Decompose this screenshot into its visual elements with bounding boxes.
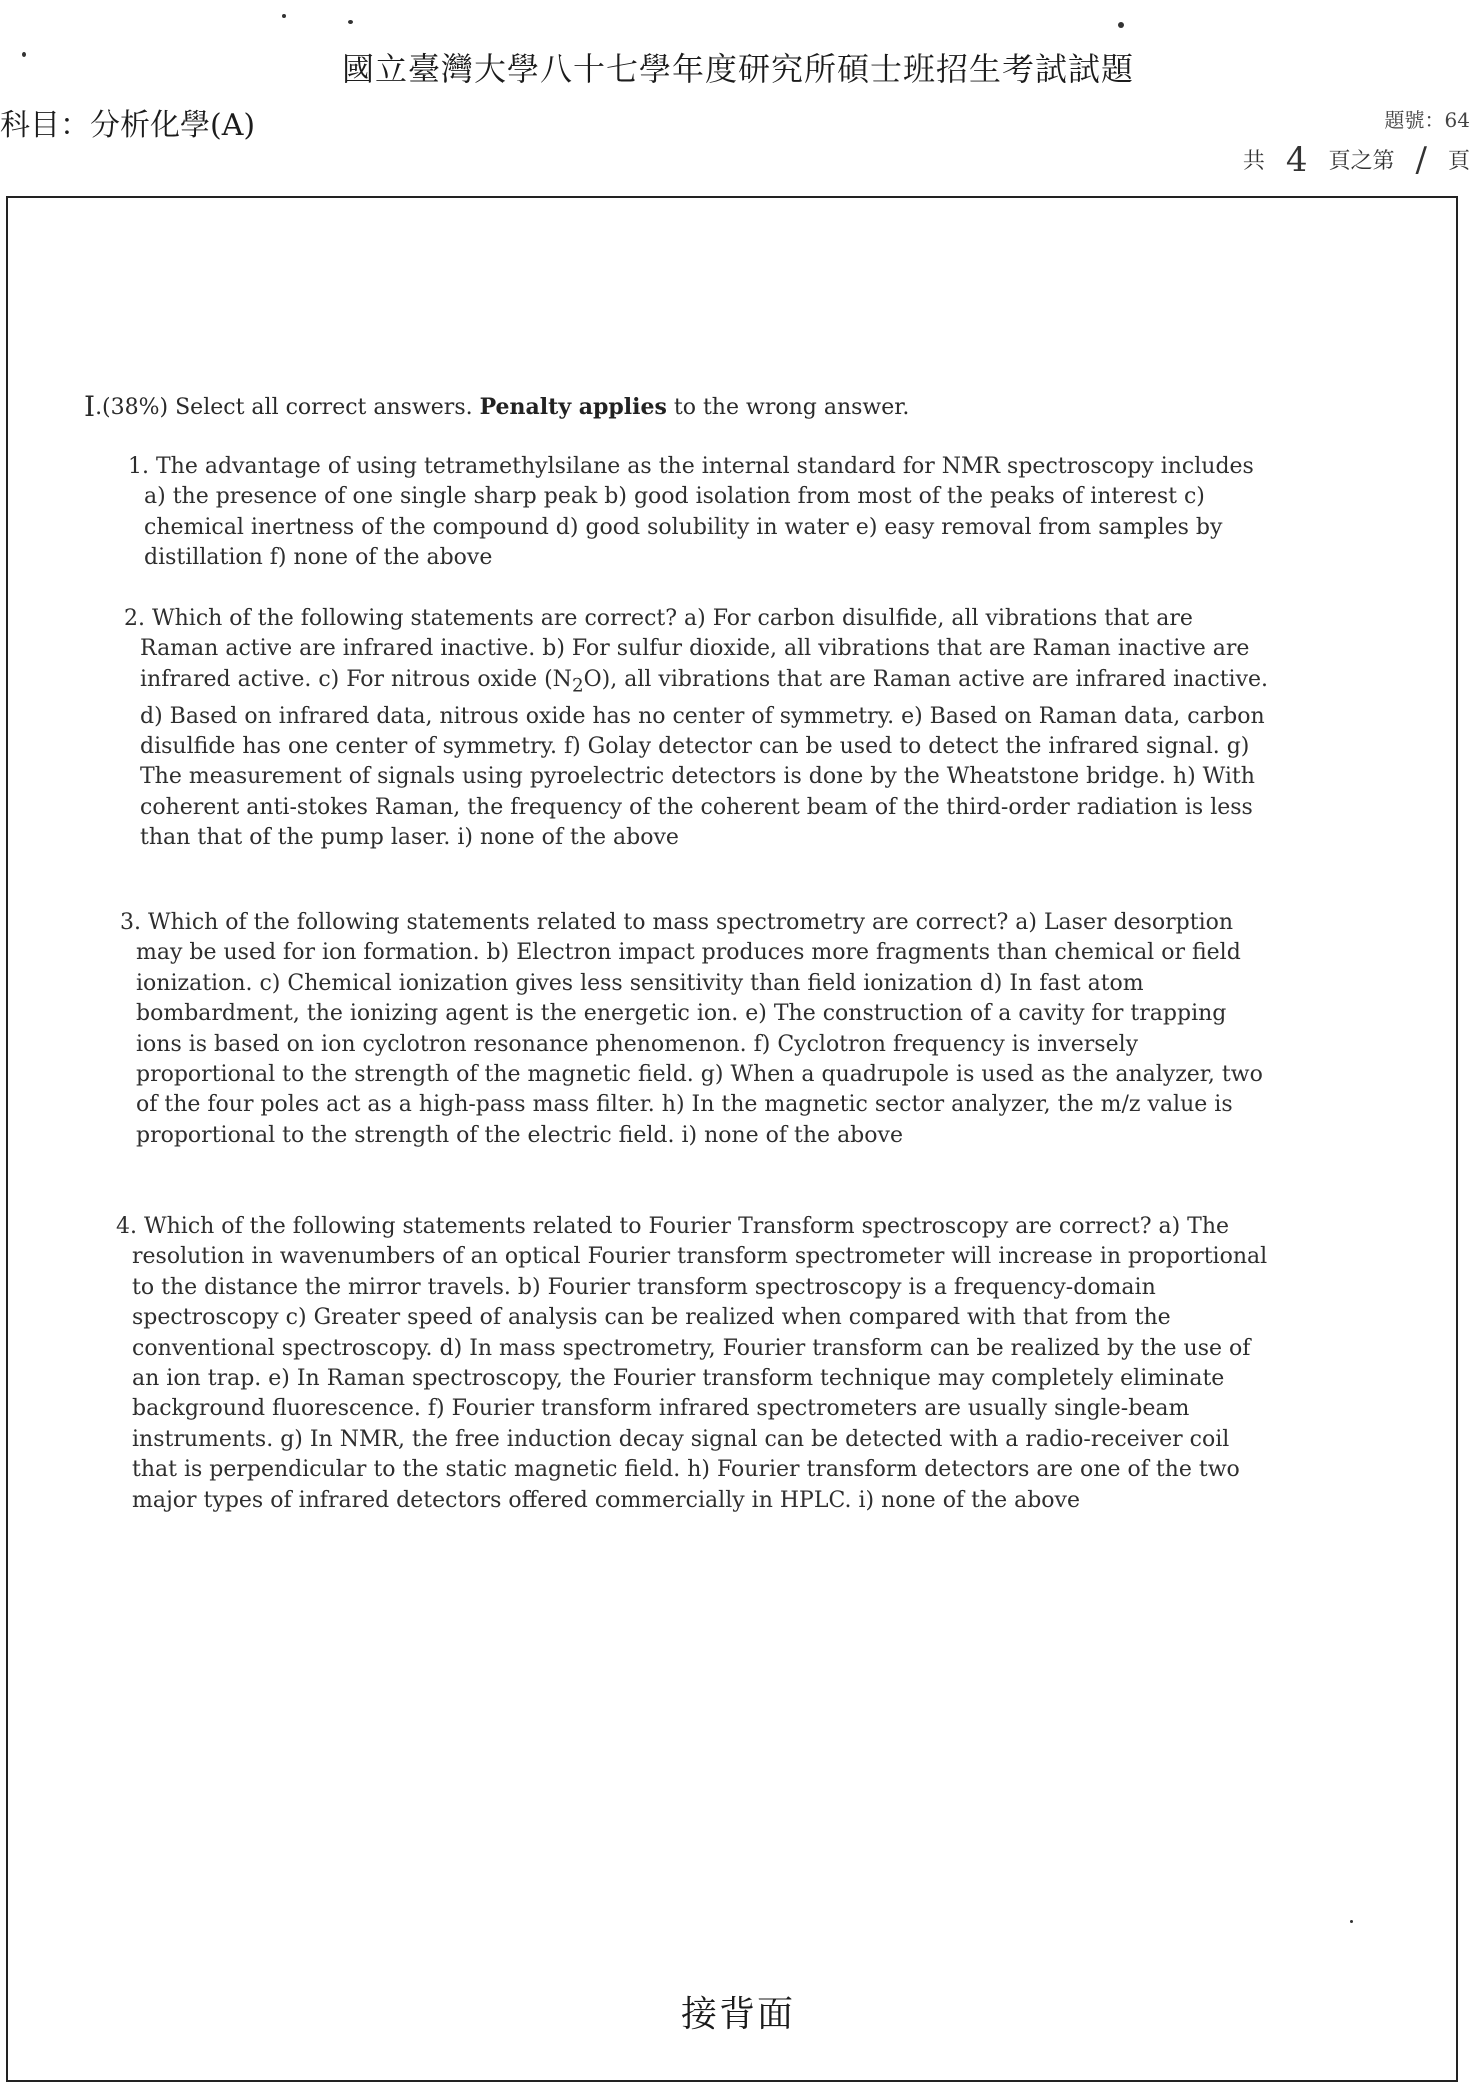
page-count (1243, 140, 1470, 180)
question-2-text-part-a: Which of the following statements are correct? a) For carbon disulfide, all vibrations that are Raman active are infrared inactive. b) For sulfur dioxide, all vibrations that are Raman inactive are infrared active. c) For nitrous oxide (N (140, 606, 1250, 692)
scan-speck (348, 20, 353, 24)
question-number-2: 2. (124, 606, 145, 631)
exam-title: 國立臺灣大學八十七學年度研究所碩士班招生考試試題 (341, 50, 1134, 88)
section-header (84, 390, 909, 423)
question-number-1: 1. (128, 454, 149, 479)
question-3-text: Which of the following statements related to mass spectrometry are correct? a) Laser desorption may be used for ion formation. b) Electron impact produces more fragments than chemical or field ionization. c) Chemical ionization gives less sensitivity than field ionization d) In fast atom bombardment, the ionizing agent is the energetic ion. e) The construction of a cavity for trapping ions is based on ion cyclotron resonance phenomenon. f) Cyclotron frequency is inversely proportional to the strength of the magnetic field. g) When a quadrupole is used as the analyzer, two of the four poles act as a high-pass mass filter. h) In the magnetic sector analyzer, the m/z value is proportional to the strength of the electric field. i) none of the above (136, 910, 1263, 1148)
continue-on-back-note: 接背面 (680, 1994, 795, 2035)
question-4-text: Which of the following statements related to Fourier Transform spectroscopy are correct? a) The resolution in wavenumbers of an optical Fourier transform spectrometer will increase in proportional to the distance the mirror travels. b) Fourier transform spectroscopy is a frequency-domain spectroscopy c) Greater speed of analysis can be realized when compared with that from the conventional spectroscopy. d) In mass spectrometry, Fourier transform can be realized by the use of an ion trap. e) In Raman spectroscopy, the Fourier transform technique may completely eliminate background fluorescence. f) Fourier transform infrared spectrometers are usually single-beam instruments. g) In NMR, the free induction decay signal can be detected with a radio-receiver coil that is perpendicular to the static magnetic field. h) Fourier transform detectors are one of the two major types of infrared detectors offered commercially in HPLC. i) none of the above (132, 1214, 1268, 1513)
scan-speck (1118, 22, 1124, 28)
page-count-middle: 頁之第 (1328, 149, 1395, 174)
question-1-text: The advantage of using tetramethylsilane as the internal standard for NMR spectroscopy includes a) the presence of one single sharp peak b) good isolation from most of the peaks of interest c) chemical inertness of the compound d) good solubility in water e) easy removal from samples by distillation f) none of the above (144, 454, 1254, 571)
subject-label: 科目：分析化學(A) (0, 108, 256, 143)
page-current: / (1415, 140, 1427, 180)
question-2 (124, 604, 1274, 854)
section-instructions-suffix: to the wrong answer. (673, 395, 910, 420)
section-instructions: .(38%) Select all correct answers. (95, 395, 473, 420)
scan-speck (282, 14, 286, 18)
question-3 (120, 908, 1268, 1151)
question-number-3: 3. (120, 910, 141, 935)
question-number: 題號：64 (1384, 108, 1470, 132)
question-1 (128, 452, 1278, 574)
page-total: 4 (1285, 140, 1308, 180)
question-4 (116, 1212, 1270, 1516)
section-penalty-emphasis: Penalty applies (479, 394, 667, 420)
section-roman-numeral: I (84, 390, 96, 423)
question-number-4: 4. (116, 1214, 137, 1239)
page-count-prefix: 共 (1242, 149, 1265, 174)
question-2-text-part-b: O), all vibrations that are Raman active are infrared inactive. d) Based on infrared data, nitrous oxide has no center of symmetry. e) Based on Raman data, carbon disulfide has one center of symmetry. f) Golay detector can be used to detect the infrared signal. g) The measurement of signals using pyroelectric detectors is done by the Wheatstone bridge. h) With coherent anti-stokes Raman, the frequency of the coherent beam of the third-order radiation is less than that of the pump laser. i) none of the above (140, 666, 1269, 851)
page-count-suffix: 頁 (1447, 149, 1470, 174)
question-2-subscript: 2 (571, 675, 584, 697)
